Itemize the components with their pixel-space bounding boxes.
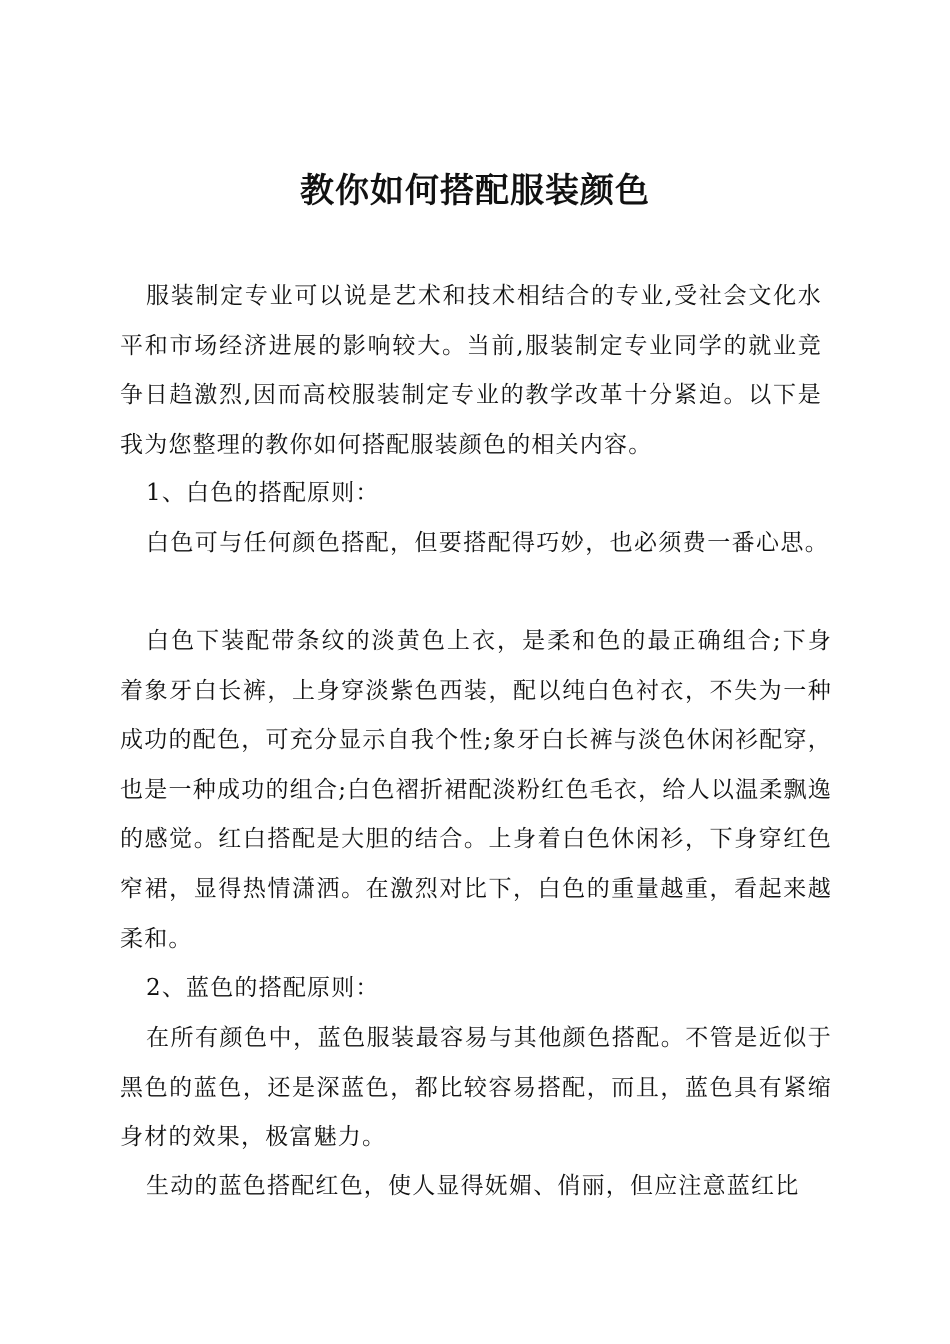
paragraph-blue-red: 生动的蓝色搭配红色，使人显得妩媚、俏丽，但应注意蓝红比 xyxy=(146,1173,800,1199)
paragraph-intro: 服装制定专业可以说是艺术和技术相结合的专业,受社会文化水平和市场经济进展的影响较大。当前,服装制定专业同学的就业竞争日趋激烈,因而高校服装制定专业的教学改革十分紧迫。以下是我为您整理的教你如何搭配服装颜色的相关内容。 xyxy=(120,283,822,458)
document-title: 教你如何搭配服装颜色 xyxy=(300,170,650,211)
paragraph-white-summary: 白色可与任何颜色搭配，但要搭配得巧妙，也必须费一番心思。 xyxy=(146,530,830,556)
heading-blue-principle: 2、蓝色的搭配原则： xyxy=(146,975,380,1001)
paragraph-blue-summary: 在所有颜色中，蓝色服装最容易与其他颜色搭配。不管是近似于黑色的蓝色，还是深蓝色，都比较容易搭配，而且，蓝色具有紧缩身材的效果，极富魅力。 xyxy=(120,1025,832,1151)
heading-white-principle: 1、白色的搭配原则： xyxy=(146,480,380,506)
paragraph-white-details: 白色下装配带条纹的淡黄色上衣，是柔和色的最正确组合;下身着象牙白长裤，上身穿淡紫色西装，配以纯白色衬衣，不失为一种成功的配色，可充分显示自我个性;象牙白长裤与淡色休闲衫配穿，也是一种成功的组合;白色褶折裙配淡粉红色毛衣，给人以温柔飘逸的感觉。红白搭配是大胆的结合。上身着白色休闲衫，下身穿红色窄裙，显得热情潇洒。在激烈对比下，白色的重量越重，看起来越柔和。 xyxy=(120,628,832,952)
